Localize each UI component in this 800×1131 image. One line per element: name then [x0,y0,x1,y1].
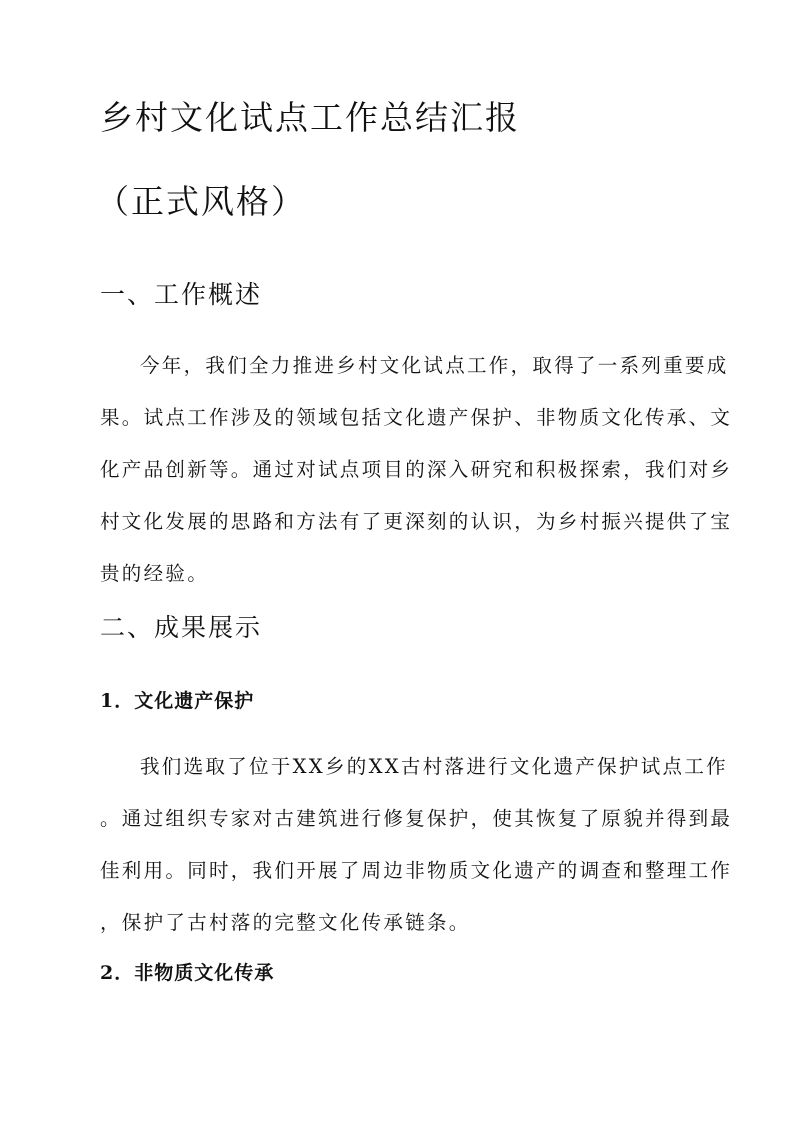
paragraph-line: 。通过组织专家对古建筑进行修复保护，使其恢复了原貌并得到最 [100,807,733,830]
section-heading-results: 二、成果展示 [100,613,263,642]
subsection-heading-heritage: 1．文化遗产保护 [100,690,255,712]
paragraph-line: 化产品创新等。通过对试点项目的深入研究和积极探索，我们对乡 [100,458,733,481]
paragraph-line: ，保护了古村落的完整文化传承链条。 [100,911,471,934]
paragraph-line: 佳利用。同时，我们开展了周边非物质文化遗产的调查和整理工作 [100,859,733,882]
paragraph-line: 果。试点工作涉及的领域包括文化遗产保护、非物质文化传承、文 [100,406,733,429]
paragraph-line: 村文化发展的思路和方法有了更深刻的认识，为乡村振兴提供了宝 [100,510,733,533]
document-title: 乡村文化试点工作总结汇报 [100,98,520,137]
section-heading-overview: 一、工作概述 [100,280,263,309]
overview-paragraph [100,351,733,611]
paragraph-line: 今年，我们全力推进乡村文化试点工作，取得了一系列重要成 [140,354,729,377]
paragraph-line: 贵的经验。 [100,562,210,585]
heritage-paragraph [100,752,733,960]
paragraph-line: 我们选取了位于XX乡的XX古村落进行文化遗产保护试点工作 [140,755,728,778]
subsection-heading-intangible: 2．非物质文化传承 [100,962,275,984]
document-subtitle: （正式风格） [96,182,306,221]
